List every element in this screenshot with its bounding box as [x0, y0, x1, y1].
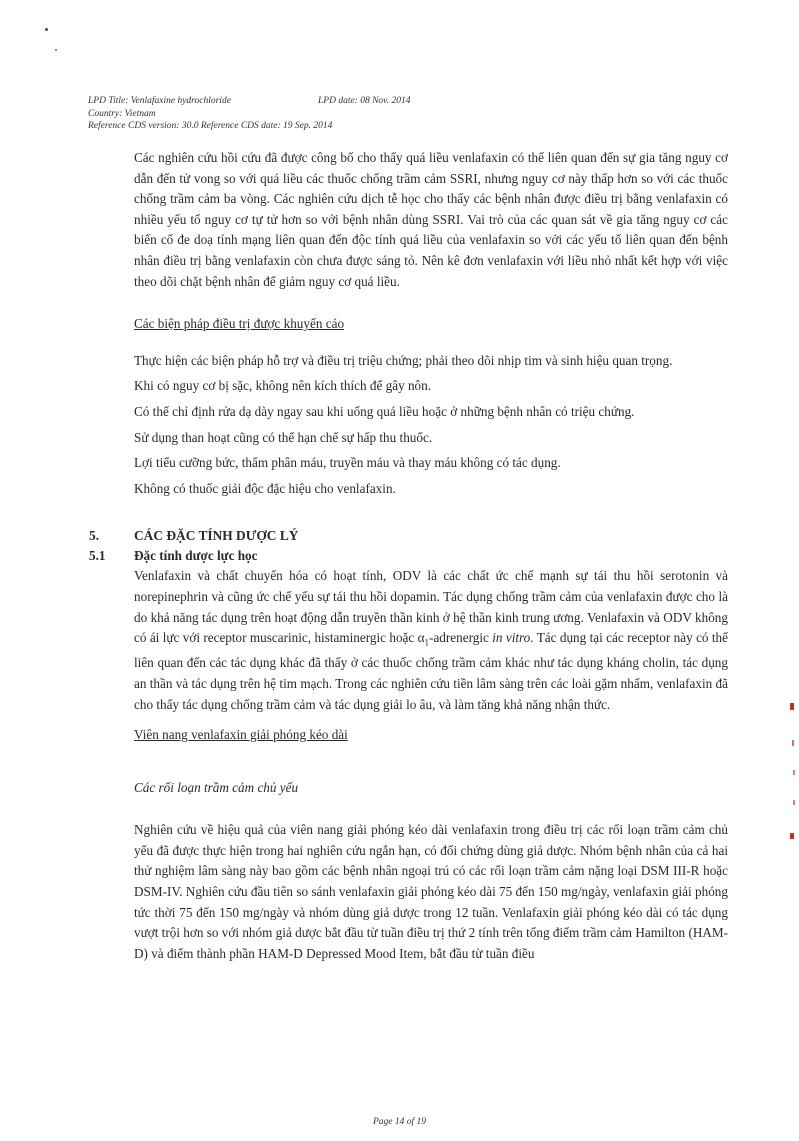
scan-speck — [55, 49, 57, 51]
document-body — [89, 148, 728, 964]
subsection-heading — [89, 546, 728, 566]
treatment-heading: Các biện pháp điều trị được khuyến cáo — [134, 316, 345, 332]
pd-in-vitro: in vitro — [492, 630, 531, 646]
section-title: CÁC ĐẶC TÍNH DƯỢC LÝ — [134, 528, 299, 544]
subsection-number: 5.1 — [89, 548, 106, 564]
pd-subscript: 1 — [424, 637, 430, 648]
treatment-item: Sử dụng than hoạt cũng có thể hạn chế sự hấp thu thuốc. — [134, 429, 433, 445]
scan-edge-mark — [793, 770, 795, 775]
header-country: Country: Vietnam — [88, 108, 156, 119]
scan-edge-mark — [790, 833, 794, 839]
header-title: LPD Title: Venlafaxine hydrochloride — [88, 96, 231, 106]
treatment-item: Có thể chỉ định rửa dạ dày ngay sau khi uống quá liều hoặc ở những bệnh nhân có triệu chứng. — [134, 403, 635, 419]
paragraph-pharmacodynamics — [134, 566, 728, 715]
scan-edge-mark — [792, 740, 794, 746]
paragraph-mdd-studies: Nghiên cứu về hiệu quả của viên nang giải phóng kéo dài venlafaxin trong điều trị các rối loạn trầm cảm chủ yếu đã được thực hiện trong hai nghiên cứu ngắn hạn, có đối chứng dùng giả dược. Nhóm bệnh nhân của cả hai thử nghiệm lâm sàng này bao gồm các bệnh nhân ngoại trú có các rối loạn trầm cảm nặng loại DSM III-R hoặc DSM-IV. Nghiên cứu đầu tiên so sánh venlafaxin giải phóng kéo dài 75 đến 150 mg/ngày, venlafaxin giải phóng tức thời 75 đến 150 mg/ngày và nhóm dùng giả dược trong 12 tuần. Venlafaxin giải phóng kéo dài có tác dụng vượt trội hơn so với nhóm giả dược bắt đầu từ tuần điều trị thứ 2 tính trên tổng điểm trầm cảm Hamilton (HAM-D) và điểm thành phần HAM-D Depressed Mood Item, bắt đầu từ tuần điều — [134, 822, 728, 961]
header-reference: Reference CDS version: 30.0 Reference CDS date: 19 Sep. 2014 — [88, 121, 333, 131]
treatment-item: Lợi tiểu cưỡng bức, thẩm phân máu, truyền máu và thay máu không có tác dụng. — [134, 455, 561, 471]
mdd-heading: Các rối loạn trầm cảm chủ yếu — [134, 779, 299, 795]
header-date: LPD date: 08 Nov. 2014 — [318, 96, 411, 106]
paragraph-retrospective-studies: Các nghiên cứu hồi cứu đã được công bố cho thấy quá liều venlafaxin có thể liên quan đến sự gia tăng nguy cơ dẫn đến tử vong so với quá liều các thuốc chống trầm cảm SSRI, nhưng nguy cơ này thấp hơn so với các thuốc chống trầm cảm ba vòng. Các nghiên cứu dịch tễ học cho thấy các bệnh nhân được điều trị bằng venlafaxin có nhiều yếu tố nguy cơ tự tử hơn so với bệnh nhân dùng SSRI. Vai trò của các quan sát về gia tăng nguy cơ các biến cố đe doạ tính mạng liên quan đến độc tính quá liều của venlafaxin so với các yếu tố liên quan đến bệnh nhân điều trị bằng venlafaxin còn chưa được sáng tỏ. Nên kê đơn venlafaxin với liều nhỏ nhất kết hợp với việc theo dõi chặt bệnh nhân để giảm nguy cơ quá liều. — [134, 150, 728, 289]
treatment-item: Thực hiện các biện pháp hỗ trợ và điều trị triệu chứng; phải theo dõi nhịp tim và sinh hiệu quan trọng. — [134, 352, 673, 368]
page-number: Page 14 of 19 — [372, 1117, 427, 1127]
scan-edge-mark — [790, 703, 794, 710]
subsection-title: Đặc tính dược lực học — [134, 548, 258, 564]
scan-speck — [45, 28, 48, 31]
pd-text-part3: . Tác dụng tại các receptor này có thể liên quan đến các tác dụng khác đã thấy ở các thuốc chống trầm cảm khác như tác dụng kháng cholin, tác dụng an thần và tác dụng trên hệ tim mạch. Trong các nghiên cứu tiền lâm sàng trên các loài gặm nhấm, venlafaxin đã cho thấy tác dụng chống trầm cảm và tác dụng giải lo âu, và làm tăng khả năng nhận thức. — [134, 630, 728, 712]
section-number: 5. — [89, 528, 100, 544]
pd-text-part1: Venlafaxin và chất chuyển hóa có hoạt tính, ODV là các chất ức chế mạnh sự tái thu hồi serotonin và norepinephrin và cũng ức chế yếu sự tái thu hồi dopamin. Tác dụng chống trầm cảm của venlafaxin được cho là do khả năng tác dụng trên hoạt động dẫn truyền thần kinh ở hệ thần kinh trung ương. Venlafaxin và ODV không có ái lực với receptor muscarinic, histaminergic hoặc α — [134, 568, 728, 646]
section-heading — [89, 526, 728, 546]
treatment-item: Khi có nguy cơ bị sặc, không nên kích thích để gây nôn. — [134, 378, 432, 394]
capsule-heading: Viên nang venlafaxin giải phóng kéo dài — [134, 727, 348, 743]
document-header — [88, 95, 411, 133]
treatment-list — [134, 351, 728, 500]
scan-edge-mark — [793, 800, 795, 805]
treatment-item: Không có thuốc giải độc đặc hiệu cho venlafaxin. — [134, 480, 396, 496]
pd-text-part2: -adrenergic — [429, 630, 493, 646]
